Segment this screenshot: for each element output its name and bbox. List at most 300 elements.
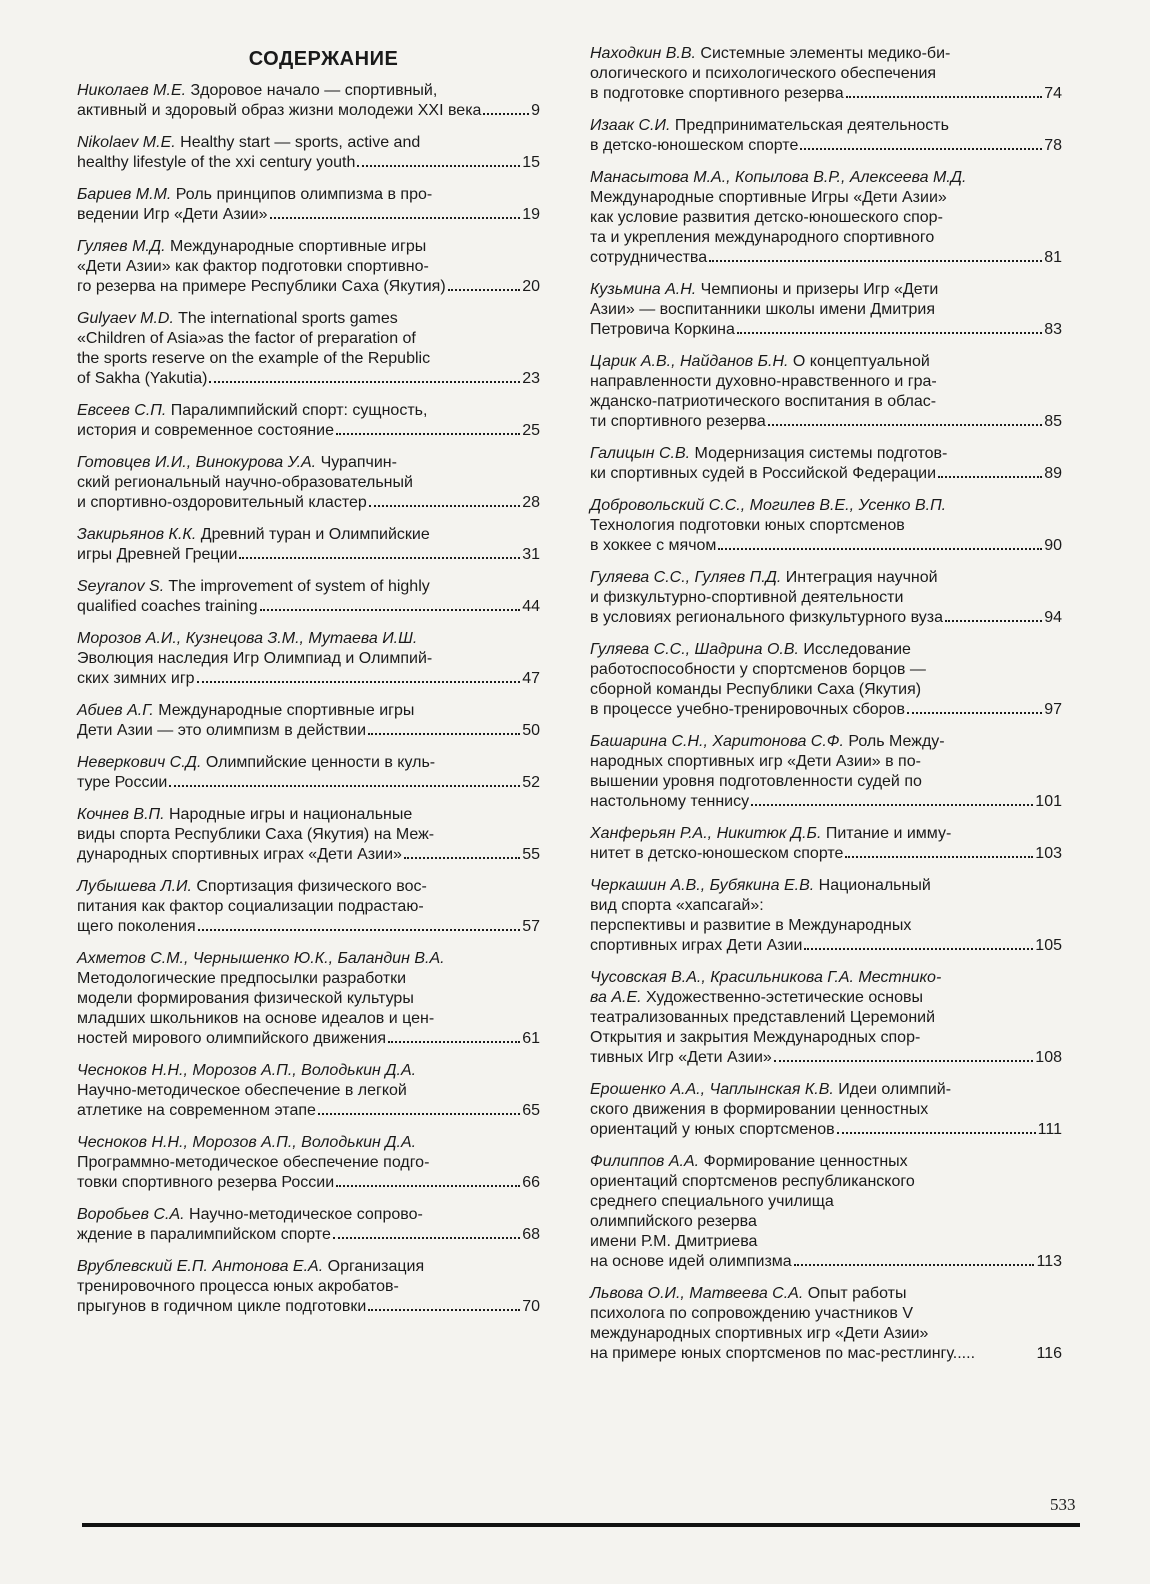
toc-entry-author: Чусовская В.А., Красильникова Г.А. Местнико- <box>590 969 942 986</box>
page-number: 533 <box>1050 1495 1076 1514</box>
toc-entry-text: вид спорта «хапсагай»: <box>590 897 764 914</box>
toc-entry-author: Манасытова М.А., Копылова В.Р., Алексеева М.Д. <box>590 169 967 186</box>
toc-entry-text <box>77 949 445 969</box>
toc-entry-author: Добровольский С.С., Могилев В.Е., Усенко В.П. <box>590 497 947 514</box>
toc-entry-author: Воробьев С.А. <box>77 1206 185 1223</box>
toc-entry-page: 89 <box>1044 465 1062 482</box>
toc-entry <box>77 237 540 297</box>
toc-entry-text: вышении уровня подготовленности судей по <box>590 773 922 790</box>
toc-entry-text: «Дети Азии» как фактор подготовки спортивно- <box>77 258 429 275</box>
toc-entry-line <box>590 44 1062 64</box>
toc-entry-line <box>590 988 1062 1008</box>
toc-entry-page: 70 <box>522 1298 540 1315</box>
toc-entry-text: ориентаций спортсменов республиканского <box>590 1173 915 1190</box>
toc-dot-leader <box>318 1113 520 1115</box>
toc-entry-author: Ханферьян Р.А., Никитюк Д.Б. <box>590 825 822 842</box>
toc-dot-leader <box>483 113 529 115</box>
toc-entry-text: Эволюция наследия Игр Олимпиад и Олимпий- <box>77 650 433 667</box>
toc-entry-line <box>77 277 540 297</box>
toc-entry-text: ского движения в формировании ценностных <box>590 1101 929 1118</box>
toc-entry-text: олимпийского резерва <box>590 1213 757 1230</box>
toc-entry-line <box>590 496 1062 516</box>
toc-dot-leader <box>907 712 1042 714</box>
toc-entry-text: Бариев М.М. Роль принципов олимпизма в про- <box>77 186 433 203</box>
toc-entry-page: 52 <box>522 774 540 791</box>
toc-entry-text: активный и здоровый образ жизни молодежи XXI века <box>77 102 482 119</box>
toc-entry-text: в хоккее с мячом <box>590 537 717 554</box>
toc-entry-page: 83 <box>1044 321 1062 338</box>
toc-entry <box>77 701 540 741</box>
toc-entry-text: Гуляев М.Д. Международные спортивные игры <box>77 238 427 255</box>
toc-entry-text: Львова О.И., Матвеева С.А. Опыт работы <box>590 1285 907 1302</box>
toc-dot-leader <box>368 1309 520 1311</box>
toc-entry-text: Открытия и закрытия Международных спор- <box>590 1029 921 1046</box>
toc-entry-text: тренировочного процесса юных акробатов- <box>77 1278 399 1295</box>
toc-entry-author: Чесноков Н.Н., Морозов А.П., Володькин Д.А. <box>77 1134 417 1151</box>
toc-entry-line <box>77 669 540 689</box>
toc-entry-page: 94 <box>1044 609 1062 626</box>
toc-entry-line <box>590 752 1062 772</box>
toc-entry-line <box>590 1100 1062 1120</box>
toc-entry-text: ориентаций у юных спортсменов <box>590 1121 835 1138</box>
toc-entry-text: Кузьмина А.Н. Чемпионы и призеры Игр «Дети <box>590 281 939 298</box>
toc-entry-line <box>590 412 1062 432</box>
toc-entry <box>77 1205 540 1245</box>
toc-entry <box>77 309 540 389</box>
toc-entry-line <box>77 805 540 825</box>
toc-entry-page: 55 <box>522 846 540 863</box>
toc-entry-line <box>590 936 1062 956</box>
toc-entry <box>77 753 540 793</box>
toc-entry <box>77 1257 540 1317</box>
toc-entry-line <box>77 1081 540 1101</box>
toc-entry <box>77 1061 540 1121</box>
toc-entry-line <box>590 248 1062 268</box>
toc-entry <box>590 968 1062 1068</box>
toc-entry <box>77 629 540 689</box>
toc-entry-text: дународных спортивных играх «Дети Азии» <box>77 846 402 863</box>
toc-dot-leader <box>239 557 520 559</box>
toc-dot-leader <box>768 424 1042 426</box>
toc-entry-text: нитет в детско-юношеском спорте <box>590 845 844 862</box>
toc-entry-text: Методологические предпосылки разработки <box>77 970 407 987</box>
toc-entry-text: Дети Азии — это олимпизм в действии <box>77 722 367 739</box>
toc-dot-leader <box>260 609 521 611</box>
toc-dot-leader <box>388 1041 520 1043</box>
toc-entry-text: работоспособности у спортсменов борцов — <box>590 661 926 678</box>
toc-entry <box>77 877 540 937</box>
toc-entry-text <box>77 1133 416 1153</box>
toc-entry-text: как условие развития детско-юношеского спор- <box>590 209 943 226</box>
toc-entry-text: модели формирования физической культуры <box>77 990 414 1007</box>
toc-entry-text: Ханферьян Р.А., Никитюк Д.Б. Питание и имму- <box>590 825 952 842</box>
toc-entry-author: Ахметов С.М., Чернышенко Ю.К., Баландин В.А. <box>77 950 445 967</box>
toc-entry-page: 15 <box>522 154 540 171</box>
toc-entry-text: народных спортивных игр «Дети Азии» в по- <box>590 753 921 770</box>
toc-entry-text: жданско-патриотического воспитания в облас- <box>590 393 937 410</box>
toc-entry-page: 47 <box>522 670 540 687</box>
toc-entry-page: 90 <box>1044 537 1062 554</box>
toc-dot-leader <box>737 332 1042 334</box>
toc-dot-leader <box>336 433 520 435</box>
toc-entry-page: 65 <box>522 1102 540 1119</box>
toc-entry <box>77 525 540 565</box>
toc-entry-author: Врублевский Е.П. Антонова Е.А. <box>77 1258 324 1275</box>
toc-entry-line <box>590 372 1062 392</box>
toc-entry-text: сотрудничества <box>590 249 708 266</box>
toc-entry-line <box>77 101 540 121</box>
toc-entry-text: ждение в паралимпийском спорте <box>77 1226 331 1243</box>
toc-entry-page: 50 <box>522 722 540 739</box>
toc-entry-text: Изаак С.И. Предпринимательская деятельность <box>590 117 949 134</box>
toc-entry-line <box>590 168 1062 188</box>
toc-entry-author: Гуляева С.С., Гуляев П.Д. <box>590 569 782 586</box>
toc-entry-page: 44 <box>522 598 540 615</box>
toc-entry-text: Николаев М.Е. Здоровое начало — спортивный, <box>77 82 438 99</box>
toc-entry <box>590 568 1062 628</box>
toc-dot-leader <box>336 1185 520 1187</box>
toc-dot-leader <box>774 1060 1033 1062</box>
toc-entry-page: 9 <box>531 102 540 119</box>
toc-entry-text: Готовцев И.И., Винокурова У.А. Чурапчин- <box>77 454 397 471</box>
toc-entry-text: Воробьев С.А. Научно-методическое сопрово- <box>77 1206 423 1223</box>
toc-entry-author: Лубышева Л.И. <box>77 878 192 895</box>
toc-entry <box>590 168 1062 268</box>
toc-entry-text: Закирьянов К.К. Древний туран и Олимпийские <box>77 526 430 543</box>
toc-entry-line <box>590 188 1062 208</box>
toc-entry-text: в детско-юношеском спорте <box>590 137 799 154</box>
toc-entry-author: Николаев М.Е. <box>77 82 187 99</box>
toc-entry-text: игры Древней Греции <box>77 546 238 563</box>
toc-entry-line <box>590 588 1062 608</box>
toc-entry-text: ки спортивных судей в Российской Федерации <box>590 465 937 482</box>
toc-entry-text: международных спортивных игр «Дети Азии» <box>590 1325 929 1342</box>
toc-dot-leader <box>718 548 1042 550</box>
toc-entry-line <box>77 153 540 173</box>
toc-entry-page: 66 <box>522 1174 540 1191</box>
toc-entry-line <box>77 1257 540 1277</box>
toc-entry-text: ских зимних игр <box>77 670 195 687</box>
toc-entry-text <box>590 496 946 516</box>
toc-entry-line <box>77 545 540 565</box>
toc-entry <box>77 949 540 1049</box>
toc-entry-text: Гуляева С.С., Шадрина О.В. Исследование <box>590 641 911 658</box>
toc-entry-line <box>77 1029 540 1049</box>
toc-entry-line <box>77 401 540 421</box>
toc-entry-line <box>77 1225 540 1245</box>
toc-entry-text: Nikolaev M.E. Healthy start — sports, active and <box>77 134 421 151</box>
toc-entry-text: Филиппов А.А. Формирование ценностных <box>590 1153 908 1170</box>
toc-dot-leader <box>270 217 521 219</box>
toc-dot-leader <box>751 804 1033 806</box>
toc-entry-text: спортивных играх Дети Азии <box>590 937 803 954</box>
toc-entry-text: и спортивно-оздоровительный кластер <box>77 494 367 511</box>
toc-entry <box>77 185 540 225</box>
toc-entry-line <box>590 732 1062 752</box>
toc-entry-page: 78 <box>1044 137 1062 154</box>
toc-entry-text: Ерошенко А.А., Чаплынская К.В. Идеи олимпий- <box>590 1081 952 1098</box>
toc-entry-author: Изаак С.И. <box>590 117 671 134</box>
toc-entry-line <box>590 1152 1062 1172</box>
toc-entry-line <box>77 185 540 205</box>
toc-entry-line <box>590 608 1062 628</box>
toc-entry-line <box>77 701 540 721</box>
toc-entry-page: 105 <box>1035 937 1062 954</box>
toc-entry-line <box>77 649 540 669</box>
toc-entry-page: 81 <box>1044 249 1062 266</box>
toc-entry <box>590 352 1062 432</box>
toc-entry-author: Чесноков Н.Н., Морозов А.П., Володькин Д.А. <box>77 1062 417 1079</box>
toc-entry-line <box>77 773 540 793</box>
toc-entry <box>590 876 1062 956</box>
toc-dot-leader <box>209 381 520 383</box>
toc-entry-author: Кочнев В.П. <box>77 806 165 823</box>
toc-entry-line <box>77 1173 540 1193</box>
toc-entry-author: Nikolaev M.E. <box>77 134 176 151</box>
toc-entry <box>590 44 1062 104</box>
toc-list-right <box>590 44 1062 1364</box>
toc-dot-leader <box>945 620 1042 622</box>
toc-entry-text: ти спортивного резерва <box>590 413 766 430</box>
toc-list-left <box>77 81 540 1317</box>
toc-entry-line <box>77 329 540 349</box>
toc-entry-line <box>77 369 540 389</box>
toc-entry-line <box>77 825 540 845</box>
toc-entry-line <box>77 1061 540 1081</box>
toc-entry-line <box>590 916 1062 936</box>
toc-entry-text: Научно-методическое обеспечение в легкой <box>77 1082 407 1099</box>
toc-entry-text: Международные спортивные Игры «Дети Азии» <box>590 189 947 206</box>
toc-entry-author: Неверкович С.Д. <box>77 754 202 771</box>
toc-dot-leader <box>404 857 520 859</box>
toc-entry-line <box>590 1192 1062 1212</box>
toc-entry-author: ва А.Е. <box>590 989 642 1006</box>
toc-entry-line <box>77 629 540 649</box>
toc-entry-line <box>590 1008 1062 1028</box>
toc-entry-page: 74 <box>1044 85 1062 102</box>
toc-entry-line <box>590 320 1062 340</box>
toc-entry-text: ский региональный научно-образовательный <box>77 474 413 491</box>
toc-entry <box>77 805 540 865</box>
toc-entry-line <box>77 493 540 513</box>
toc-entry <box>77 1133 540 1193</box>
toc-entry-line <box>590 116 1062 136</box>
toc-entry-line <box>590 700 1062 720</box>
toc-entry-text: ологического и психологического обеспечения <box>590 65 937 82</box>
toc-entry-author: Морозов А.И., Кузнецова З.М., Мутаева И.Ш. <box>77 630 418 647</box>
toc-entry-text: Гуляева С.С., Гуляев П.Д. Интеграция научной <box>590 569 938 586</box>
toc-entry-line <box>77 309 540 329</box>
toc-entry-line <box>77 525 540 545</box>
toc-entry-text: прыгунов в годичном цикле подготовки <box>77 1298 367 1315</box>
toc-entry <box>77 401 540 441</box>
toc-entry-text: Seyranov S. The improvement of system of highly <box>77 578 430 595</box>
toc-entry-text: среднего специального училища <box>590 1193 834 1210</box>
toc-entry-line <box>590 392 1062 412</box>
toc-dot-leader <box>448 289 521 291</box>
toc-entry-line <box>590 968 1062 988</box>
toc-entry-author: Находкин В.В. <box>590 45 696 62</box>
toc-entry <box>590 444 1062 484</box>
toc-entry-line <box>77 133 540 153</box>
toc-entry-page: 97 <box>1044 701 1062 718</box>
toc-entry-text: направленности духовно-нравственного и гра- <box>590 373 937 390</box>
toc-entry <box>77 81 540 121</box>
toc-entry-page: 57 <box>522 918 540 935</box>
toc-entry-text: Врублевский Е.П. Антонова Е.А. Организация <box>77 1258 425 1275</box>
toc-entry-line <box>590 516 1062 536</box>
bottom-rule <box>82 1523 1080 1527</box>
toc-entry-author: Бариев М.М. <box>77 186 172 203</box>
toc-entry-author: Гуляева С.С., Шадрина О.В. <box>590 641 799 658</box>
toc-entry-page: 19 <box>522 206 540 223</box>
toc-entry-line <box>590 1252 1062 1272</box>
page-title: СОДЕРЖАНИЕ <box>248 48 399 70</box>
toc-entry-line <box>77 421 540 441</box>
toc-entry-line <box>590 1344 1062 1364</box>
toc-entry-text: имени Р.М. Дмитриева <box>590 1233 758 1250</box>
toc-entry-author: Филиппов А.А. <box>590 1153 700 1170</box>
toc-entry-text: the sports reserve on the example of the Republic <box>77 350 431 367</box>
toc-entry <box>590 1080 1062 1140</box>
toc-entry-text: на примере юных спортсменов по мас-рестлингу..... <box>590 1345 976 1362</box>
toc-entry-text <box>77 1061 416 1081</box>
toc-entry-text <box>590 168 966 188</box>
toc-entry-author: Gulyaev M.D. <box>77 310 174 327</box>
toc-entry <box>590 732 1062 812</box>
toc-entry-text <box>590 968 941 988</box>
toc-entry <box>590 640 1062 720</box>
toc-entry-text: в условиях регионального физкультурного вуза <box>590 609 944 626</box>
toc-entry-line <box>590 1028 1062 1048</box>
toc-entry-line <box>77 1153 540 1173</box>
toc-entry-line <box>590 1284 1062 1304</box>
toc-entry-text: атлетике на современном этапе <box>77 1102 316 1119</box>
toc-entry-page: 101 <box>1035 793 1062 810</box>
toc-entry-text: сборной команды Республики Саха (Якутия) <box>590 681 922 698</box>
toc-entry-text: Черкашин А.В., Бубякина Е.В. Национальный <box>590 877 931 894</box>
toc-entry-line <box>590 660 1062 680</box>
toc-entry-page: 31 <box>522 546 540 563</box>
toc-entry-text: виды спорта Республики Саха (Якутия) на Меж- <box>77 826 435 843</box>
toc-dot-leader <box>938 476 1042 478</box>
toc-entry-line <box>77 1009 540 1029</box>
toc-entry-text: история и современное состояние <box>77 422 334 439</box>
toc-entry-line <box>77 205 540 225</box>
toc-entry-text: Gulyaev M.D. The international sports games <box>77 310 398 327</box>
toc-entry-line <box>77 721 540 741</box>
toc-entry-line <box>77 845 540 865</box>
toc-dot-leader <box>804 948 1033 950</box>
toc-entry-author: Галицын С.В. <box>590 445 691 462</box>
toc-dot-leader <box>837 1132 1036 1134</box>
toc-entry-text: в процессе учебно-тренировочных сборов <box>590 701 905 718</box>
toc-dot-leader <box>357 165 520 167</box>
toc-entry-line <box>590 228 1062 248</box>
toc-dot-leader <box>169 785 520 787</box>
toc-entry-line <box>590 824 1062 844</box>
toc-entry <box>77 577 540 617</box>
toc-entry-author: Абиев А.Г. <box>77 702 154 719</box>
toc-entry-text: ностей мирового олимпийского движения <box>77 1030 387 1047</box>
toc-entry-line <box>77 877 540 897</box>
toc-entry-line <box>77 81 540 101</box>
toc-entry-line <box>590 1324 1062 1344</box>
toc-entry-text: Галицын С.В. Модернизация системы подготов- <box>590 445 948 462</box>
toc-entry-text: тивных Игр «Дети Азии» <box>590 1049 772 1066</box>
toc-entry-text: питания как фактор социализации подрастаю- <box>77 898 424 915</box>
toc-dot-leader <box>368 733 520 735</box>
toc-entry-text: театрализованных представлений Церемоний <box>590 1009 936 1026</box>
toc-entry-page: 111 <box>1037 1121 1062 1138</box>
toc-entry-line <box>590 1212 1062 1232</box>
toc-entry-line <box>77 989 540 1009</box>
toc-entry-line <box>590 300 1062 320</box>
toc-entry-text: на основе идей олимпизма <box>590 1253 792 1270</box>
toc-entry <box>590 1152 1062 1272</box>
toc-entry-line <box>590 876 1062 896</box>
toc-entry-line <box>77 1133 540 1153</box>
toc-entry <box>590 824 1062 864</box>
toc-entry <box>590 496 1062 556</box>
toc-entry-text: Абиев А.Г. Международные спортивные игры <box>77 702 415 719</box>
toc-entry-text: Неверкович С.Д. Олимпийские ценности в куль- <box>77 754 436 771</box>
toc-entry-line <box>590 208 1062 228</box>
toc-entry-line <box>590 136 1062 156</box>
toc-entry-text: Лубышева Л.И. Спортизация физического вос- <box>77 878 427 895</box>
toc-entry <box>77 453 540 513</box>
toc-dot-leader <box>845 856 1033 858</box>
toc-entry-text: healthy lifestyle of the xxi century youth <box>77 154 356 171</box>
toc-entry-page: 23 <box>522 370 540 387</box>
toc-entry-text: настольному теннису <box>590 793 750 810</box>
toc-entry-author: Царик А.В., Найданов Б.Н. <box>590 353 789 370</box>
toc-entry-text: of Sakha (Yakutia) <box>77 370 208 387</box>
toc-entry <box>590 1284 1062 1364</box>
toc-entry-page: 25 <box>522 422 540 439</box>
toc-entry-author: Гуляев М.Д. <box>77 238 166 255</box>
toc-entry-line <box>77 1297 540 1317</box>
toc-entry-author: Закирьянов К.К. <box>77 526 197 543</box>
toc-entry-page: 20 <box>522 278 540 295</box>
toc-entry-text: перспективы и развитие в Международных <box>590 917 912 934</box>
toc-entry-text: Евсеев С.П. Паралимпийский спорт: сущность, <box>77 402 428 419</box>
toc-entry-page: 113 <box>1036 1253 1062 1270</box>
toc-entry-page: 116 <box>1036 1345 1062 1362</box>
toc-entry-line <box>590 772 1062 792</box>
toc-entry-page: 103 <box>1035 845 1062 862</box>
toc-entry-line <box>77 577 540 597</box>
toc-entry-line <box>77 969 540 989</box>
toc-entry-line <box>590 792 1062 812</box>
toc-entry-line <box>590 64 1062 84</box>
toc-entry-line <box>590 464 1062 484</box>
toc-entry-line <box>77 453 540 473</box>
toc-entry-line <box>590 640 1062 660</box>
toc-entry-text: психолога по сопровождению участников V <box>590 1305 913 1322</box>
toc-entry-line <box>590 84 1062 104</box>
toc-dot-leader <box>800 148 1042 150</box>
toc-entry-line <box>590 352 1062 372</box>
toc-entry-line <box>77 597 540 617</box>
toc-entry-line <box>77 1205 540 1225</box>
toc-entry-line <box>77 1277 540 1297</box>
toc-entry-line <box>77 473 540 493</box>
toc-entry-page: 28 <box>522 494 540 511</box>
toc-entry-line <box>77 1101 540 1121</box>
toc-right-column <box>590 44 1062 1376</box>
toc-entry-text: туре России <box>77 774 168 791</box>
